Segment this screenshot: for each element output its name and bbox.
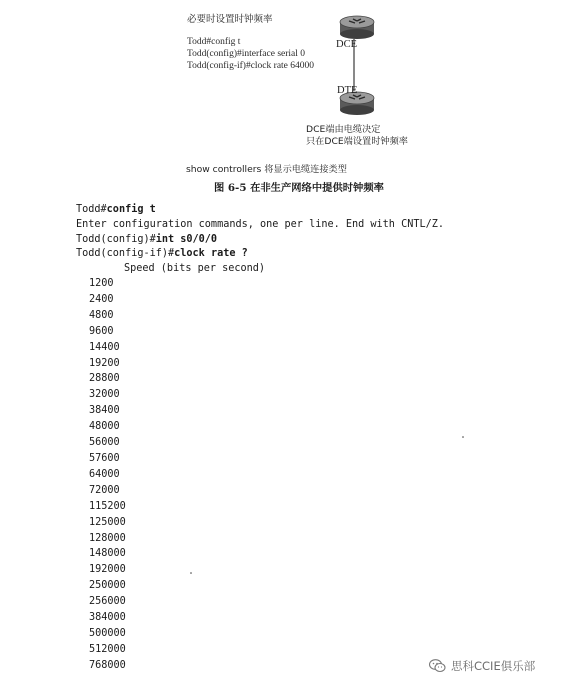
- router-diagram: [330, 0, 386, 125]
- dce-note-line: DCE端由电缆决定: [306, 124, 381, 135]
- speed-option: 384000: [89, 612, 126, 624]
- figure-command-block: [187, 37, 314, 72]
- cli-line: Todd(config)#int s0/0/0: [76, 233, 218, 245]
- speed-option: 57600: [89, 452, 120, 464]
- dce-note: [306, 124, 408, 148]
- speed-option: 192000: [89, 564, 126, 576]
- speed-header: Speed (bits per second): [124, 263, 266, 275]
- speed-option: 2400: [89, 293, 114, 305]
- speed-option: 72000: [89, 484, 120, 496]
- cli-line: Todd(config-if)#clock rate ?: [76, 248, 248, 260]
- dce-router-icon: [340, 16, 374, 39]
- speed-option: 128000: [89, 532, 126, 544]
- figure-caption: 图 6-5 在非生产网络中提供时钟频率: [214, 182, 384, 194]
- speed-option: 115200: [89, 500, 126, 512]
- dte-label: DTE: [337, 85, 358, 96]
- wechat-icon: [429, 659, 446, 673]
- speed-option: 4800: [89, 309, 114, 321]
- speed-option: 768000: [89, 659, 126, 671]
- speed-option: 125000: [89, 516, 126, 528]
- speed-option: 32000: [89, 389, 120, 401]
- speed-option: 9600: [89, 325, 114, 337]
- speed-option: 1200: [89, 278, 114, 289]
- speed-option: 148000: [89, 548, 126, 560]
- speed-option: 500000: [89, 627, 126, 639]
- scan-speck: [190, 572, 192, 574]
- speed-option: 38400: [89, 405, 120, 417]
- watermark-text: 思科CCIE俱乐部: [451, 659, 536, 673]
- cli-transcript: [76, 203, 444, 277]
- figure-command-line: Todd#config t: [187, 37, 241, 47]
- speed-list: [89, 276, 126, 674]
- speed-option: 28800: [89, 373, 120, 385]
- speed-option: 512000: [89, 643, 126, 655]
- figure-command-line: Todd(config)#interface serial 0: [187, 48, 306, 59]
- dce-note-line: 只在DCE端设置时钟频率: [306, 136, 408, 147]
- figure-command-line: Todd(config-if)#clock rate 64000: [187, 60, 315, 71]
- figure-top-note: 必要时设置时钟频率: [187, 14, 273, 25]
- speed-option: 19200: [89, 357, 120, 369]
- cli-line: Todd#config t: [76, 204, 156, 215]
- speed-option: 250000: [89, 580, 126, 592]
- speed-option: 56000: [89, 437, 120, 449]
- scan-speck: [462, 436, 464, 438]
- watermark: [429, 658, 535, 674]
- speed-option: 64000: [89, 468, 120, 480]
- speed-option: 14400: [89, 341, 120, 353]
- cli-line: Enter configuration commands, one per line. End with CNTL/Z.: [76, 218, 445, 230]
- speed-option: 48000: [89, 421, 120, 433]
- show-controllers-note: show controllers 将显示电缆连接类型: [186, 164, 347, 175]
- speed-option: 256000: [89, 596, 126, 608]
- dce-label: DCE: [336, 39, 357, 50]
